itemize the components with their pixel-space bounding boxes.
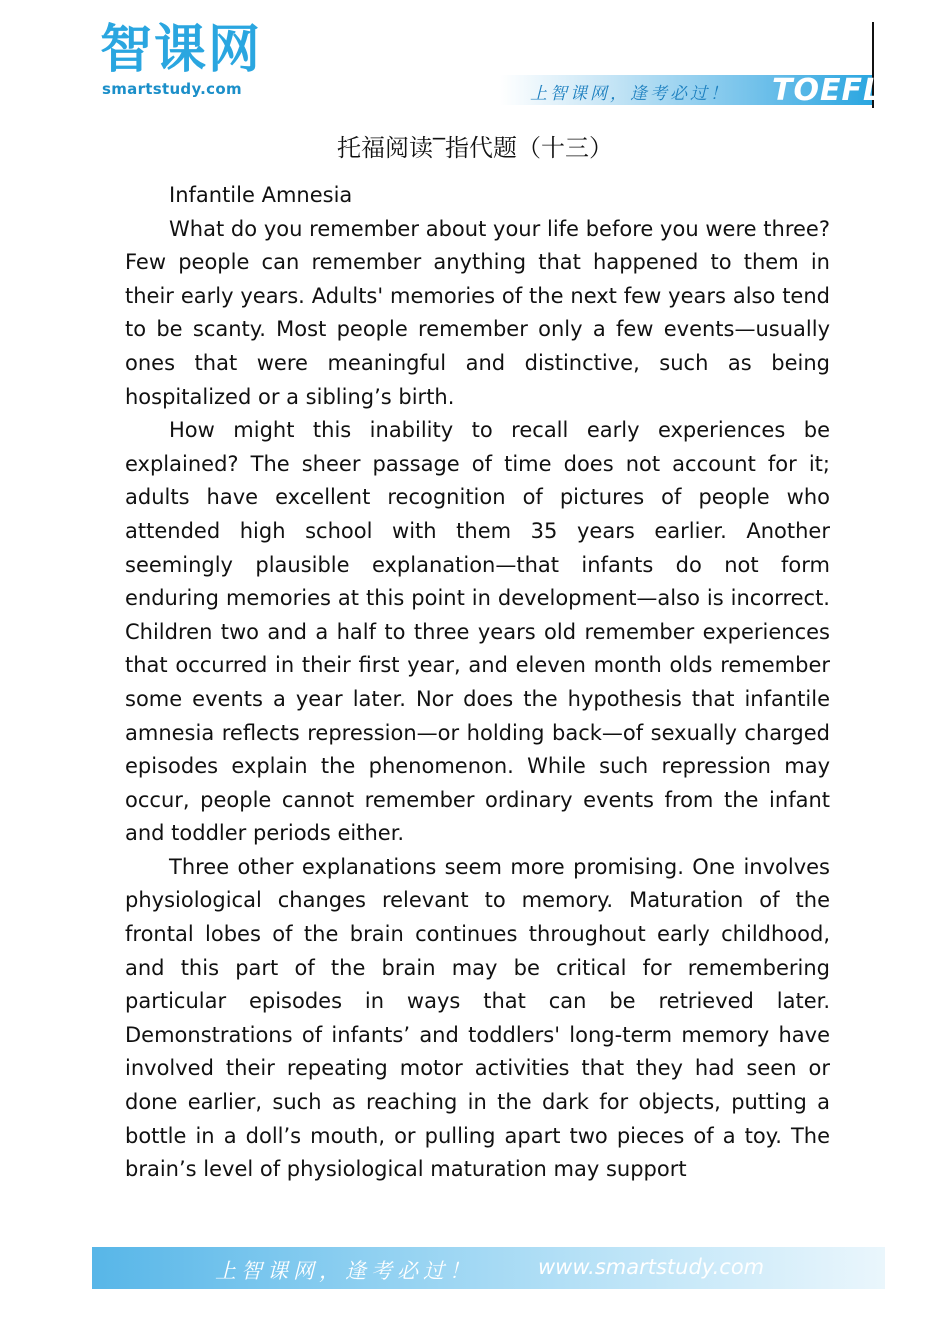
article-heading: Infantile Amnesia [169,183,353,207]
footer-url-link[interactable]: www.smartstudy.com [538,1255,765,1279]
page-title: 托福阅读‾指代题（十三） [337,134,613,162]
footer-slogan: 上智课网，逢考必过！ [215,1259,475,1283]
footer-banner [92,1247,885,1289]
site-logo[interactable]: 智课网 [100,20,263,80]
article-body [125,179,830,1187]
header-slogan: 上智课网，逢考必过！ [530,84,730,104]
article-paragraph: What do you remember about your life before you were three? Few people can remember anything that happened to them in their early years. Adults' memories of the next few years also tend to be scanty. Most people remember only a few events—usually ones that were meaningful and distinctive, such as being hospitalized or a sibling’s birth. [125,216,830,409]
toefl-badge: TOEFL [772,73,884,108]
article-paragraph: How might this inability to recall early experiences be explained? The sheer passage of time does not account for it; adults have excellent recognition of pictures of people who attended high school with them 35 years earlier. Another seemingly plausible explanation—that infants do not form enduring memories at this point in development—also is incorrect. Children two and a half to three years old remember experiences that occurred in their first year, and eleven month olds remember some events a year later. Nor does the hypothesis that infantile amnesia reflects repression—or holding back—of sexually charged episodes explain the phenomenon. While such repression may occur, people cannot remember ordinary events from the infant and toddler periods either. [125,418,830,846]
site-logo-domain[interactable]: smartstudy.com [102,80,242,98]
article-paragraph: Three other explanations seem more promising. One involves physiological changes relevant to memory. Maturation of the frontal lobes of the brain continues throughout early childhood, and this part of the brain may be critical for remembering particular episodes in ways that can be retrieved later. Demonstrations of infants’ and toddlers' long-term memory have involved their repeating motor activities that they had seen or done earlier, such as reaching in the dark for objects, putting a bottle in a doll’s mouth, or pulling apart two pieces of a toy. The brain’s level of physiological maturation may support [125,854,830,1182]
